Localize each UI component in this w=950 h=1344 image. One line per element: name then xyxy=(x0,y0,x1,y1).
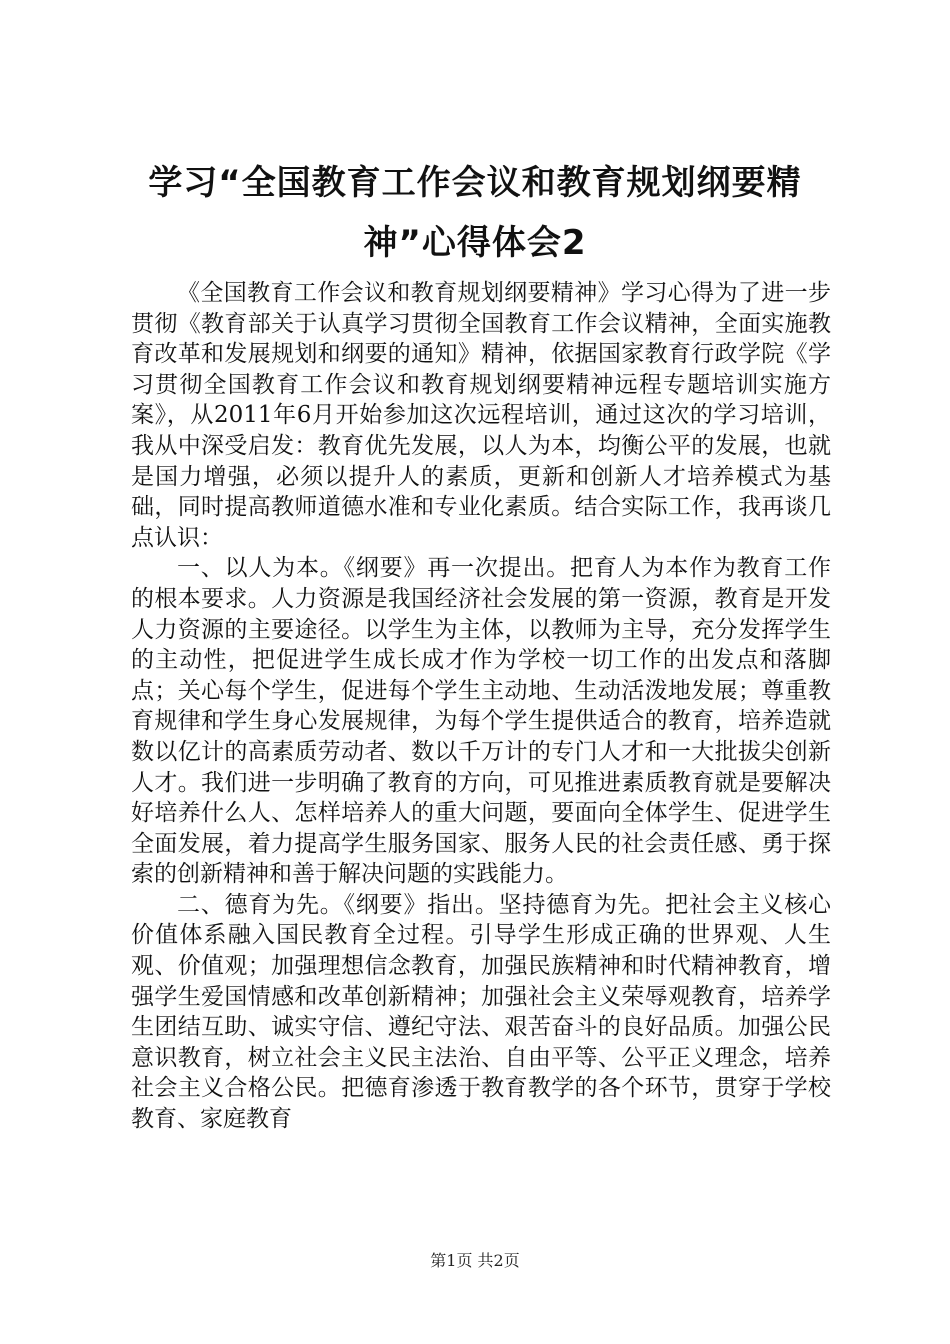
document-title-line-2: 神”心得体会2 xyxy=(363,223,587,263)
page-number-footer: 第1页 共2页 xyxy=(430,1251,520,1270)
paragraph-intro: 《全国教育工作会议和教育规划纲要精神》学习心得为了进一步贯彻《教育部关于认真学习贯彻全国教育工作会议精神，全面实施教育改革和发展规划和纲要的通知》精神，依据国家教育行政学院《学习贯彻全国教育工作会议和教育规划纲要精神远程专题培训实施方案》，从2011年6月开始参加这次远程培训，通过这次的学习培训，我从中深受启发：教育优先发展，以人为本，均衡公平的发展，也就是国力增强，必须以提升人的素质，更新和创新人才培养模式为基础，同时提高教师道德水准和专业化素质。结合实际工作，我再谈几点认识： xyxy=(131,280,831,551)
paragraph-moral-education: 二、德育为先。《纲要》指出。坚持德育为先。把社会主义核心价值体系融入国民教育全过程。引导学生形成正确的世界观、人生观、价值观；加强理想信念教育，加强民族精神和时代精神教育，增强学生爱国情感和改革创新精神；加强社会主义荣辱观教育，培养学生团结互助、诚实守信、遵纪守法、艰苦奋斗的良好品质。加强公民意识教育，树立社会主义民主法治、自由平等、公平正义理念，培养社会主义合格公民。把德育渗透于教育教学的各个环节，贯穿于学校教育、家庭教育 xyxy=(131,891,831,1133)
document-body xyxy=(131,278,831,1135)
paragraph-people-oriented: 一、以人为本。《纲要》再一次提出。把育人为本作为教育工作的根本要求。人力资源是我国经济社会发展的第一资源，教育是开发人力资源的主要途径。以学生为主体，以教师为主导，充分发挥学生的主动性，把促进学生成长成才作为学校一切工作的出发点和落脚点；关心每个学生，促进每个学生主动地、生动活泼地发展；尊重教育规律和学生身心发展规律，为每个学生提供适合的教育，培养造就数以亿计的高素质劳动者、数以千万计的专门人才和一大批拔尖创新人才。我们进一步明确了教育的方向，可见推进素质教育就是要解决好培养什么人、怎样培养人的重大问题，要面向全体学生、促进学生全面发展，着力提高学生服务国家、服务人民的社会责任感、勇于探索的创新精神和善于解决问题的实践能力。 xyxy=(131,555,831,888)
document-title-line-1: 学习“全国教育工作会议和教育规划纲要精 xyxy=(148,163,802,203)
